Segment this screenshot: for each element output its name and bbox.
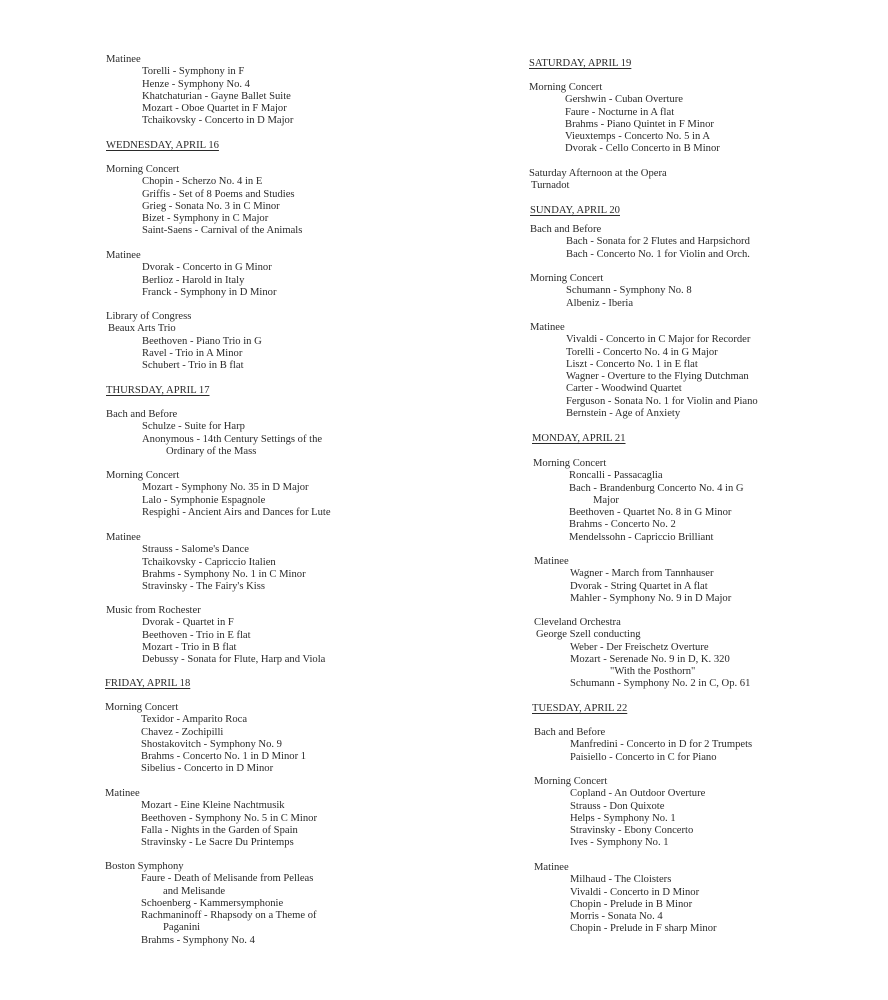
program-morning-concert bbox=[106, 164, 356, 238]
program-item: Beethoven - Trio in E flat bbox=[142, 629, 251, 641]
program-heading: Matinee bbox=[534, 862, 569, 873]
program-bach-and-before bbox=[106, 409, 364, 458]
program-item: Bach - Sonata for 2 Flutes and Harpsichord bbox=[566, 236, 750, 248]
program-item: Shostakovitch - Symphony No. 9 bbox=[141, 738, 282, 750]
program-item: Major bbox=[593, 494, 619, 506]
program-item: Grieg - Sonata No. 3 in C Minor bbox=[142, 200, 280, 212]
program-heading: Cleveland Orchestra bbox=[534, 617, 621, 628]
program-item: Dvorak - Quartet in F bbox=[142, 617, 234, 629]
program-library-of-congress bbox=[106, 311, 356, 372]
program-item: Saint-Saens - Carnival of the Animals bbox=[142, 225, 303, 237]
program-matinee bbox=[106, 250, 356, 299]
program-item: Schumann - Symphony No. 2 in C, Op. 61 bbox=[570, 678, 751, 690]
program-item: Chopin - Prelude in F sharp Minor bbox=[570, 923, 717, 935]
program-morning-concert bbox=[530, 273, 792, 310]
program-item: Copland - An Outdoor Overture bbox=[570, 788, 706, 800]
program-item: Strauss - Don Quixote bbox=[570, 800, 665, 812]
program-bach-and-before bbox=[534, 727, 798, 764]
program-item: Roncalli - Passacaglia bbox=[569, 470, 663, 482]
program-heading: Morning Concert bbox=[530, 273, 604, 284]
program-item: Carter - Woodwind Quartet bbox=[566, 383, 682, 395]
program-heading: Morning Concert bbox=[533, 458, 607, 469]
program-item: Dvorak - String Quartet in A flat bbox=[570, 580, 708, 592]
program-item: Stravinsky - The Fairy's Kiss bbox=[142, 581, 265, 593]
program-item: Torelli - Symphony in F bbox=[142, 66, 245, 78]
program-heading: Matinee bbox=[106, 532, 141, 543]
program-morning-concert bbox=[533, 458, 797, 544]
program-item: Dvorak - Concerto in G Minor bbox=[142, 262, 272, 274]
program-item: and Melisande bbox=[163, 885, 226, 897]
program-item: Rachmaninoff - Rhapsody on a Theme of bbox=[141, 910, 317, 922]
program-subheading: George Szell conducting bbox=[536, 629, 641, 641]
program-bach-and-before bbox=[530, 224, 792, 261]
program-heading: Bach and Before bbox=[534, 727, 606, 738]
program-item: Sibelius - Concerto in D Minor bbox=[141, 763, 274, 775]
program-item: Paisiello - Concerto in C for Piano bbox=[570, 751, 717, 763]
program-item: Vivaldi - Concerto in D Minor bbox=[570, 886, 700, 898]
program-item: Schubert - Trio in B flat bbox=[142, 360, 244, 372]
program-item: Brahms - Piano Quintet in F Minor bbox=[565, 118, 714, 130]
program-item: Strauss - Salome's Dance bbox=[142, 544, 249, 556]
program-item: Mozart - Trio in B flat bbox=[142, 641, 237, 653]
program-item: Helps - Symphony No. 1 bbox=[570, 812, 676, 824]
program-matinee bbox=[534, 862, 798, 936]
program-heading: Bach and Before bbox=[106, 409, 178, 420]
program-item: Faure - Death of Melisande from Pelleas bbox=[141, 873, 314, 885]
program-item: Liszt - Concerto No. 1 in E flat bbox=[566, 358, 698, 370]
program-item: Faure - Nocturne in A flat bbox=[565, 106, 675, 118]
program-item: Beethoven - Quartet No. 8 in G Minor bbox=[569, 507, 732, 519]
program-cleveland-orchestra bbox=[534, 617, 798, 691]
program-heading: Matinee bbox=[530, 322, 565, 333]
program-item: Mozart - Oboe Quartet in F Major bbox=[142, 103, 287, 115]
program-item: Texidor - Amparito Roca bbox=[141, 714, 248, 726]
opera-title: Turnadot bbox=[531, 180, 570, 192]
program-subheading: Beaux Arts Trio bbox=[108, 323, 176, 335]
program-item: Beethoven - Symphony No. 5 in C Minor bbox=[141, 812, 317, 824]
program-item: Mozart - Symphony No. 35 in D Major bbox=[142, 482, 309, 494]
program-item: Dvorak - Cello Concerto in B Minor bbox=[565, 143, 720, 155]
program-item: Mozart - Serenade No. 9 in D, K. 320 bbox=[570, 653, 730, 665]
program-morning-concert bbox=[106, 470, 364, 519]
program-item: Ordinary of the Mass bbox=[166, 445, 257, 457]
program-item: "With the Posthorn" bbox=[610, 666, 696, 678]
program-item: Schoenberg - Kammersymphonie bbox=[141, 897, 284, 909]
program-item: Schumann - Symphony No. 8 bbox=[566, 285, 692, 297]
program-item: Debussy - Sonata for Flute, Harp and Viola bbox=[142, 654, 326, 666]
program-item: Griffis - Set of 8 Poems and Studies bbox=[142, 188, 295, 200]
program-item: Khatchaturian - Gayne Ballet Suite bbox=[142, 90, 291, 102]
program-boston-symphony bbox=[105, 861, 363, 947]
program-matinee bbox=[530, 322, 794, 420]
program-item: Brahms - Concerto No. 2 bbox=[569, 519, 676, 531]
program-item: Stravinsky - Le Sacre Du Printemps bbox=[141, 837, 294, 849]
program-heading: Morning Concert bbox=[106, 164, 180, 175]
program-heading: Morning Concert bbox=[529, 82, 603, 93]
program-item: Berlioz - Harold in Italy bbox=[142, 274, 245, 286]
program-heading: Matinee bbox=[106, 250, 141, 261]
day-heading-sunday: SUNDAY, APRIL 20 bbox=[530, 205, 620, 216]
day-heading-thursday: THURSDAY, APRIL 17 bbox=[106, 385, 210, 396]
program-heading: Morning Concert bbox=[106, 470, 180, 481]
program-item: Wagner - March from Tannhauser bbox=[570, 568, 714, 580]
program-item: Franck - Symphony in D Minor bbox=[142, 286, 277, 298]
program-item: Chopin - Scherzo No. 4 in E bbox=[142, 176, 263, 188]
program-matinee bbox=[106, 54, 356, 128]
program-item: Tchaikovsky - Concerto in D Major bbox=[142, 115, 294, 127]
program-heading: Music from Rochester bbox=[106, 605, 201, 616]
program-item: Mahler - Symphony No. 9 in D Major bbox=[570, 592, 732, 604]
program-morning-concert bbox=[529, 82, 789, 156]
program-heading: Morning Concert bbox=[534, 776, 608, 787]
program-heading: Library of Congress bbox=[106, 311, 192, 322]
program-item: Bizet - Symphony in C Major bbox=[142, 213, 269, 225]
program-music-from-rochester bbox=[106, 605, 364, 666]
program-morning-concert bbox=[534, 776, 798, 850]
program-item: Chopin - Prelude in B Minor bbox=[570, 898, 693, 910]
day-heading-monday: MONDAY, APRIL 21 bbox=[532, 433, 626, 444]
program-item: Bach - Concerto No. 1 for Violin and Orch. bbox=[566, 248, 750, 260]
program-item: Albeniz - Iberia bbox=[566, 297, 634, 309]
program-item: Falla - Nights in the Garden of Spain bbox=[141, 824, 298, 836]
program-heading: Boston Symphony bbox=[105, 861, 184, 872]
day-heading-wednesday: WEDNESDAY, APRIL 16 bbox=[106, 140, 219, 151]
program-heading: Matinee bbox=[106, 54, 141, 65]
program-item: Weber - Der Freischetz Overture bbox=[570, 641, 709, 653]
day-heading-friday: FRIDAY, APRIL 18 bbox=[105, 678, 191, 689]
program-item: Henze - Symphony No. 4 bbox=[142, 78, 250, 90]
program-item: Stravinsky - Ebony Concerto bbox=[570, 825, 694, 837]
program-item: Brahms - Concerto No. 1 in D Minor 1 bbox=[141, 751, 307, 763]
program-item: Beethoven - Piano Trio in G bbox=[142, 335, 262, 347]
program-item: Tchaikovsky - Capriccio Italien bbox=[142, 556, 276, 568]
program-item: Bernstein - Age of Anxiety bbox=[566, 408, 681, 420]
day-heading-tuesday: TUESDAY, APRIL 22 bbox=[532, 703, 628, 714]
program-item: Wagner - Overture to the Flying Dutchman bbox=[566, 371, 749, 383]
program-item: Milhaud - The Cloisters bbox=[570, 874, 672, 886]
program-item: Schulze - Suite for Harp bbox=[142, 421, 245, 433]
program-matinee bbox=[105, 788, 363, 849]
program-item: Lalo - Symphonie Espagnole bbox=[142, 494, 266, 506]
program-item: Respighi - Ancient Airs and Dances for Lute bbox=[142, 506, 331, 518]
day-heading-saturday: SATURDAY, APRIL 19 bbox=[529, 58, 632, 69]
program-heading: Matinee bbox=[105, 788, 140, 799]
program-item: Ravel - Trio in A Minor bbox=[142, 347, 243, 359]
program-item: Brahms - Symphony No. 4 bbox=[141, 934, 255, 946]
program-item: Manfredini - Concerto in D for 2 Trumpets bbox=[570, 739, 753, 751]
program-item: Morris - Sonata No. 4 bbox=[570, 911, 663, 923]
program-item: Chavez - Zochipilli bbox=[141, 726, 224, 738]
program-item: Ferguson - Sonata No. 1 for Violin and Piano bbox=[566, 395, 758, 407]
program-item: Torelli - Concerto No. 4 in G Major bbox=[566, 346, 718, 358]
program-saturday-opera bbox=[529, 168, 789, 193]
program-heading: Saturday Afternoon at the Opera bbox=[529, 168, 667, 179]
program-item: Bach - Brandenburg Concerto No. 4 in G bbox=[569, 482, 744, 494]
program-item: Mozart - Eine Kleine Nachtmusik bbox=[141, 800, 285, 812]
program-heading: Morning Concert bbox=[105, 702, 179, 713]
program-item: Brahms - Symphony No. 1 in C Minor bbox=[142, 568, 306, 580]
program-item: Vivaldi - Concerto in C Major for Recorder bbox=[566, 334, 751, 346]
program-item: Paganini bbox=[163, 922, 201, 934]
program-item: Mendelssohn - Capriccio Brilliant bbox=[569, 531, 714, 543]
program-item: Anonymous - 14th Century Settings of the bbox=[142, 433, 323, 445]
program-item: Gershwin - Cuban Overture bbox=[565, 94, 683, 106]
program-matinee bbox=[534, 556, 798, 605]
program-matinee bbox=[106, 532, 364, 593]
program-heading: Bach and Before bbox=[530, 224, 602, 235]
program-item: Ives - Symphony No. 1 bbox=[570, 837, 669, 849]
program-heading: Matinee bbox=[534, 556, 569, 567]
program-item: Vieuxtemps - Concerto No. 5 in A bbox=[565, 131, 711, 143]
program-morning-concert bbox=[105, 702, 363, 776]
